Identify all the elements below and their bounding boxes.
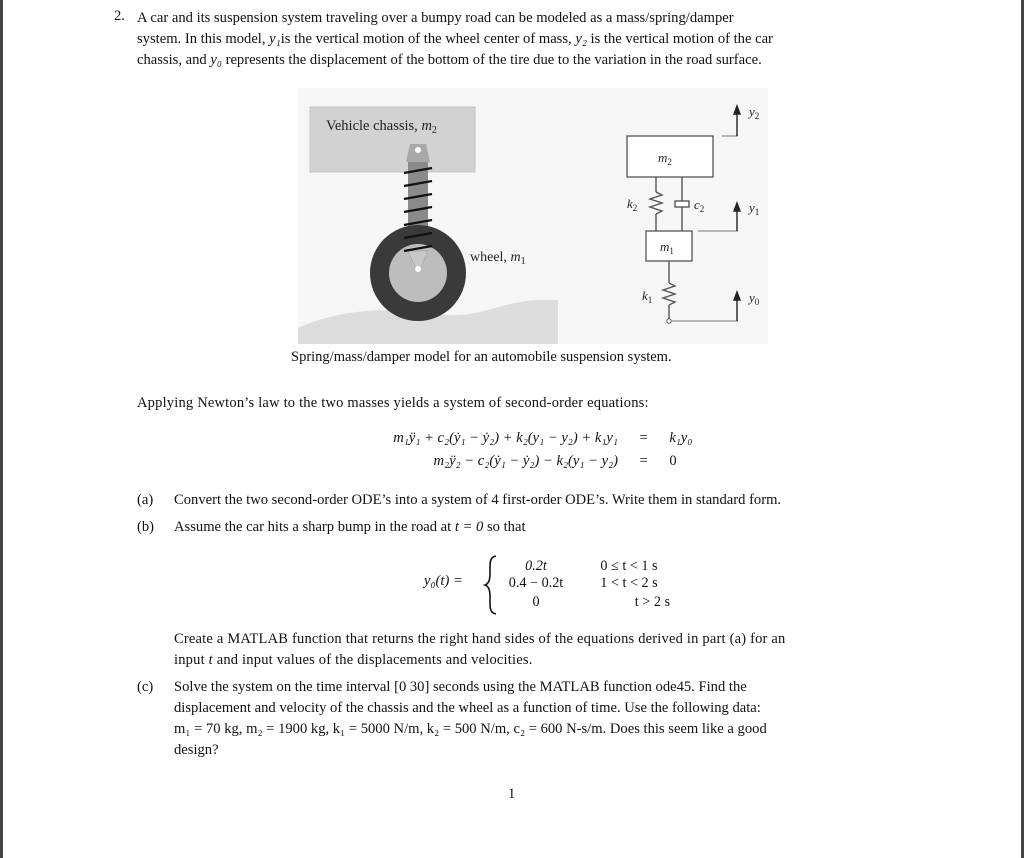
var-y0: y₀ [210, 52, 222, 68]
piecewise-lhs: y₀(t) = [424, 573, 463, 589]
chassis-label: Vehicle chassis, $m_2$ [326, 118, 437, 136]
mass-m1-label: $m_1$ [660, 239, 674, 256]
equation-2-eq: = [639, 453, 648, 469]
piecewise-expr-2: 0.4 − 0.2t [508, 575, 564, 591]
equation-1-rhs: k₁y₀ [669, 430, 693, 446]
page-edge-left [0, 0, 3, 858]
c2-label: $c_2$ [694, 197, 705, 214]
part-c-text [174, 677, 929, 761]
equation-1 [318, 430, 692, 447]
equation-2-rhs: 0 [669, 453, 677, 469]
mass-m2-label: $m_2$ [658, 150, 672, 167]
newton-intro: Applying Newton’s law to the two masses yields a system of second-order equations: [137, 395, 649, 411]
piecewise-expr-1: 0.2t [525, 558, 547, 574]
part-b-follow-line-2: input t and input values of the displacements and velocities. [174, 652, 533, 668]
piecewise-cond-1: 0 ≤ t < 1 s [600, 558, 658, 574]
suspension-diagram [298, 88, 768, 344]
var-y2: y₂ [575, 31, 587, 47]
problem-number: 2. [114, 8, 125, 24]
figure-caption: Spring/mass/damper model for an automobile suspension system. [291, 349, 672, 365]
intro-line-3: chassis, and y₀ represents the displacement of the bottom of the tire due to the variation in the road surface. [137, 52, 762, 68]
chassis-box [310, 107, 475, 172]
equation-1-eq: = [639, 430, 648, 446]
problem-intro [137, 8, 929, 71]
equation-2 [318, 453, 677, 470]
part-a-label: (a) [137, 492, 154, 508]
var-y1: y₁ [269, 31, 281, 47]
y1-label: $y_1$ [749, 200, 760, 217]
piecewise-cond-3: t > 2 s [634, 594, 670, 610]
part-c-line-4: design? [174, 742, 219, 758]
piecewise-cond-2: 1 < t < 2 s [600, 575, 658, 591]
part-b-follow-line-1: Create a MATLAB function that returns the right hand sides of the equations derived in part (a) for an [174, 631, 786, 647]
k2-label: $k_2$ [627, 196, 638, 213]
page-number: 1 [508, 786, 516, 802]
equation-2-lhs: m₂ÿ₂ − c₂(ẏ₁ − ẏ₂) − k₂(y₁ − y₂) [433, 453, 618, 469]
part-b-label: (b) [137, 519, 155, 535]
y0-label: $y_0$ [749, 290, 760, 307]
t-equals-zero: t = 0 [454, 519, 484, 535]
part-c-label: (c) [137, 679, 154, 695]
part-c-line-3: m₁ = 70 kg, m₂ = 1900 kg, k₁ = 5000 N/m, k₂ = 500 N/m, c₂ = 600 N-s/m. Does this seem like a good [174, 721, 767, 737]
suspension-figure [298, 88, 768, 344]
intro-line-2: system. In this model, y₁is the vertical motion of the wheel center of mass, y₂ is the vertical motion of the car [137, 31, 773, 47]
part-b-text: Assume the car hits a sharp bump in the road at t = 0 so that [174, 519, 526, 535]
intro-line-1: A car and its suspension system traveling over a bumpy road can be modeled as a mass/spring/damper [137, 10, 734, 26]
left-brace-icon [483, 554, 499, 616]
piecewise-expr-3: 0 [532, 594, 540, 610]
wheel-label: wheel, $m_1$ [470, 250, 526, 267]
y2-label: $y_2$ [749, 104, 760, 121]
part-c-line-2: displacement and velocity of the chassis and the wheel as a function of time. Use the following data: [174, 700, 761, 716]
part-a-text: Convert the two second-order ODE’s into a system of 4 first-order ODE’s. Write them in standard form. [174, 492, 782, 508]
part-c-line-1: Solve the system on the time interval [0 30] seconds using the MATLAB function ode45. Find the [174, 679, 747, 695]
equation-1-lhs: m₁ÿ₁ + c₂(ẏ₁ − ẏ₂) + k₂(y₁ − y₂) + k₁y₁ [393, 430, 618, 446]
k1-label: $k_1$ [642, 288, 653, 305]
